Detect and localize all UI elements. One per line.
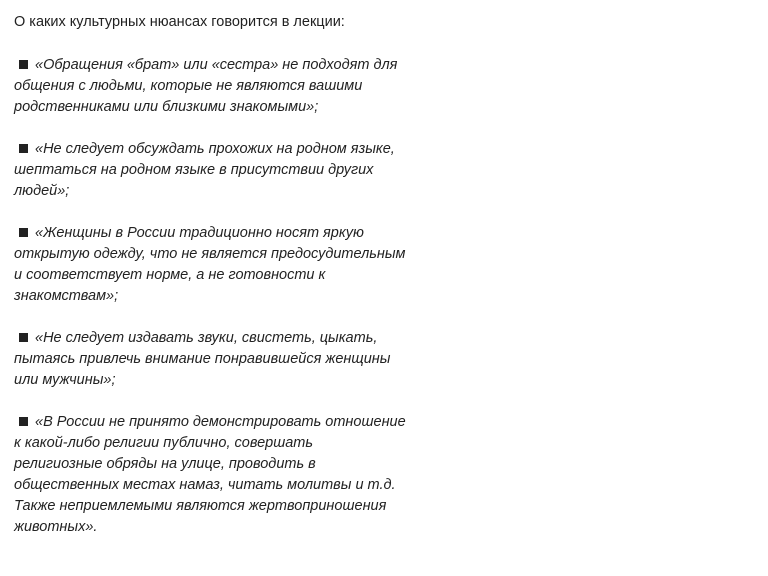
square-bullet-icon	[19, 144, 28, 153]
square-bullet-icon	[19, 228, 28, 237]
question-heading: О каких культурных нюансах говорится в лекции:	[14, 14, 345, 30]
list-item-line: или мужчины»;	[14, 372, 116, 388]
list-item-line: людей»;	[14, 183, 70, 199]
lecture-notes	[14, 12, 444, 559]
square-bullet-icon	[19, 333, 28, 342]
list-item-text: «Не следует обсуждать прохожих на родном языке,	[35, 141, 395, 157]
list-item	[14, 412, 444, 538]
list-item-text: «Обращения «брат» или «сестра» не подходят для	[35, 57, 398, 73]
list-item	[14, 223, 444, 307]
list-item-line: общественных местах намаз, читать молитвы и т.д.	[14, 477, 396, 493]
list-item-text: «В России не принято демонстрировать отношение	[35, 414, 406, 430]
list-item-line: пытаясь привлечь внимание понравившейся женщины	[14, 351, 391, 367]
list-item-line	[14, 139, 444, 160]
list-item-line	[14, 55, 444, 76]
list-item	[14, 55, 444, 118]
list-item-line: к какой-либо религии публично, совершать	[14, 435, 314, 451]
list-item-text: «Не следует издавать звуки, свистеть, цыкать,	[35, 330, 378, 346]
list-item-line: открытую одежду, что не является предосудительным	[14, 246, 406, 262]
list-item-line	[14, 412, 444, 433]
list-item-line	[14, 328, 444, 349]
list-item-line: шептаться на родном языке в присутствии других	[14, 162, 374, 178]
list-item	[14, 139, 444, 202]
list-item-line: общения с людьми, которые не являются вашими	[14, 78, 363, 94]
list-item-line: родственниками или близкими знакомыми»;	[14, 99, 319, 115]
list-item-line	[14, 223, 444, 244]
square-bullet-icon	[19, 417, 28, 426]
list-item-line: животных».	[14, 519, 98, 535]
list-item-text: «Женщины в России традиционно носят яркую	[35, 225, 364, 241]
list-item	[14, 328, 444, 391]
list-item-line: религиозные обряды на улице, проводить в	[14, 456, 316, 472]
list-item-line: знакомствам»;	[14, 288, 119, 304]
list-item-line: и соответствует норме, а не готовности к	[14, 267, 326, 283]
list-item-line: Также неприемлемыми являются жертвоприношения	[14, 498, 387, 514]
square-bullet-icon	[19, 60, 28, 69]
